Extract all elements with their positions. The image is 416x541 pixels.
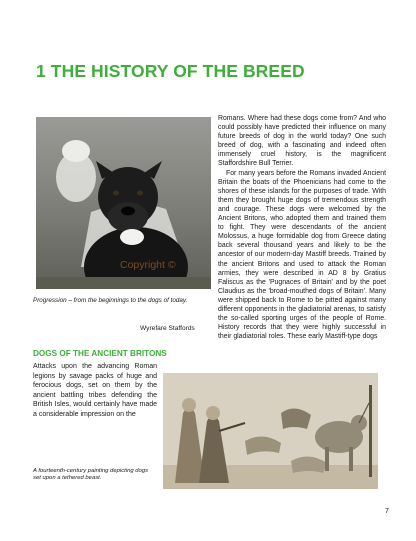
page-number: 7 [385, 508, 389, 515]
painting-caption: A fourteenth-century painting depicting dogs set upon a tethered beast. [33, 468, 149, 482]
medieval-painting [163, 373, 378, 489]
paragraph-1: Romans. Where had these dogs come from? And who could possibly have predicted their influence on many future breeds of dog in the world today? One such breed of dog, with a fascinating and indeed often immensely cruel history, is the magnificent Staffordshire Bull Terrier. [218, 115, 386, 168]
chapter-heading: 1 THE HISTORY OF THE BREED [36, 61, 305, 81]
copyright-watermark: Copyright © [120, 259, 176, 271]
right-column [218, 114, 386, 369]
paragraph-2: For many years before the Romans invaded Ancient Britain the boats of the Phoenicians had come to the shores of these islands for the purposes of trade. With them they brought huge dogs of tremendous strength and courage. These dogs were welcomed by the Ancient Britons, who adopted them and trained them to fight. They were descendants of the ancient Molossus, a huge formidable dog from Greece dating back several thousand years and likely to be the ancestor of our modern-day Mastiff breeds. Trained by the ancient Britons and used to attack the Roman armies, they were described in AD 8 by Gratius Faliscus as the 'Pugnaces of Britain' and by the poet Claudius as the 'broad-mouthed dogs of Britain'. Many were shipped back to Rome to be pitted against many different opponents in the gladiatorial arenas, to satisfy the so-called sporting urges of the people of Rome. History records that they were highly successful in their gladiatorial roles. These early Mastiff-type dogs [218, 169, 386, 341]
photo-credit: Wyrefare Staffords [140, 325, 195, 332]
section-body: Attacks upon the advancing Roman legions by savage packs of huge and ferocious dogs, set on them by the ancient battling tribes defending the British Isles, would certainly have made a considerable impression on the [33, 363, 157, 418]
section-title: DOGS OF THE ANCIENT BRITONS [33, 349, 167, 358]
photo-caption: Progression – from the beginnings to the dogs of today. [33, 297, 188, 304]
